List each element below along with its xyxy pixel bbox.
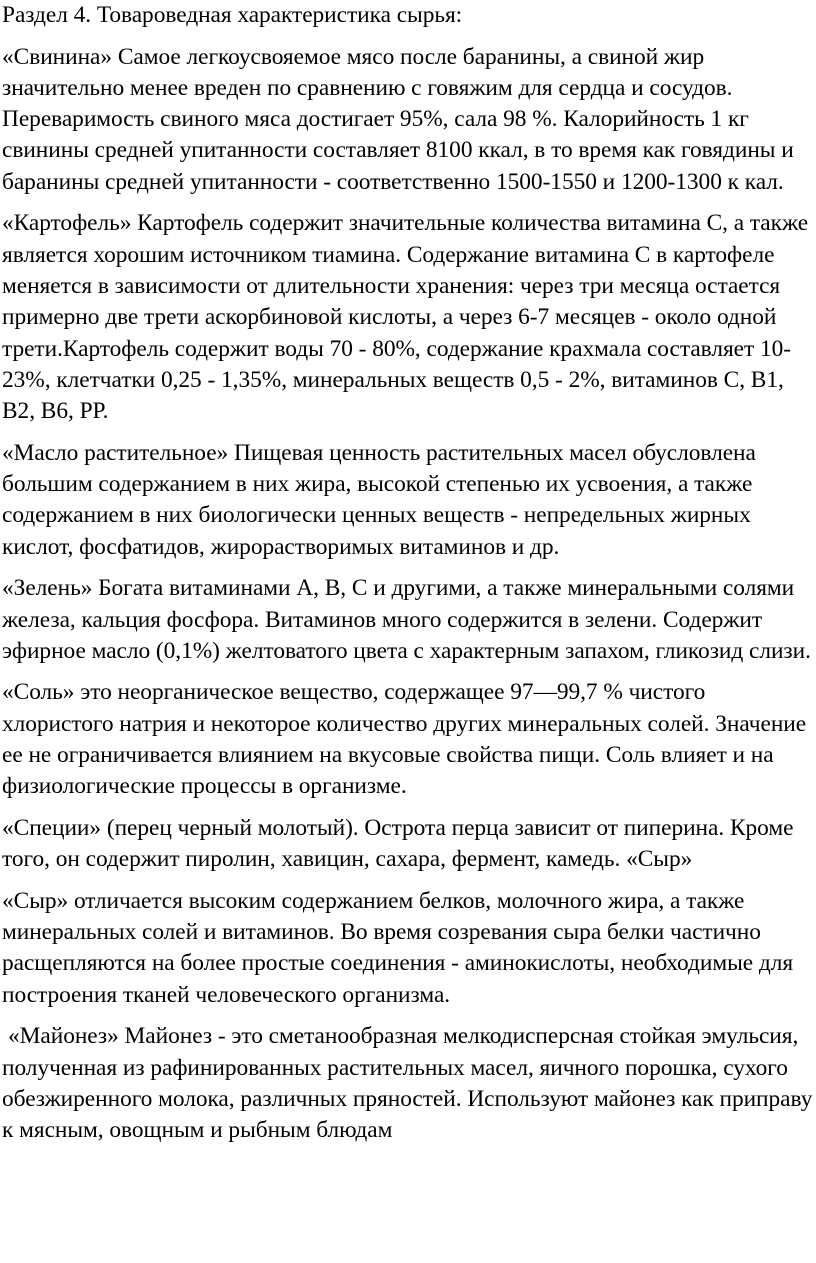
paragraph-vegetable-oil: «Масло растительное» Пищевая ценность растительных масел обусловлена большим содержанием в них жира, высокой степенью их усвоения, а также содержанием в них биологически ценных веществ - непредельных жирных кислот, фосфатидов, жирорастворимых витаминов и др. (2, 439, 756, 560)
paragraph-potato: «Картофель» Картофель содержит значительные количества витамина С, а также является хорошим источником тиамина. Содержание витамина С в картофеле меняется в зависимости от длительности хранения: через три месяца остается примерно две трети аскорбиновой кислоты, а через 6-7 месяцев - около одной трети.Картофель содержит воды 70 - 80%, содержание крахмала составляет 10-23%, клетчатки 0,25 - 1,35%, минеральных веществ 0,5 - 2%, витаминов С, В1, В2, В6, РР. (2, 210, 809, 425)
paragraph-salt: «Соль» это неорганическое вещество, содержащее 97—99,7 % чистого хлористого натрия и некоторое количество других минеральных солей. Значение ее не ограничивается влиянием на вкусовые свойства пищи. Соль влияет и на физиологические процессы в организме. (2, 679, 807, 800)
paragraph-pork: «Свинина» Самое легкоусвояемое мясо после баранины, а свиной жир значительно менее вреден по сравнению с говяжим для сердца и сосудов. Переваримость свиного мяса достигает 95%, сала 98 %. Калорийность 1 кг свинины средней упитанности составляет 8100 ккал, в то время как говядины и баранины средней упитанности - соответственно 1500-1550 и 1200-1300 к кал. (2, 43, 794, 195)
paragraph-cheese: «Сыр» отличается высоким содержанием белков, молочного жира, а также минеральных солей и витаминов. Во время созревания сыра белки частично расщепляются на более простые соединения - аминокислоты, необходимые для построения тканей человеческого организма. (2, 887, 794, 1008)
paragraph-greens: «Зелень» Богата витаминами А, В, С и другими, а также минеральными солями железа, кальция фосфора. Витаминов много содержится в зелени. Содержит эфирное масло (0,1%) желтоватого цвета с характерным запахом, гликозид слизи. (2, 575, 811, 664)
paragraph-spices: «Специи» (перец черный молотый). Острота перца зависит от пиперина. Кроме того, он содержит пиролин, хавицин, сахара, фермент, камедь. «Сыр» (2, 814, 794, 873)
paragraph-mayonnaise: «Майонез» Майонез - это сметанообразная мелкодисперсная стойкая эмульсия, полученная из рафинированных растительных масел, яичного порошка, сухого обезжиренного молока, различных пряностей. Используют майонез как приправу к мясным, овощным и рыбным блюдам (2, 1023, 813, 1144)
section-title: Раздел 4. Товароведная характеристика сырья: (2, 2, 463, 28)
document-page (2, 0, 814, 1146)
